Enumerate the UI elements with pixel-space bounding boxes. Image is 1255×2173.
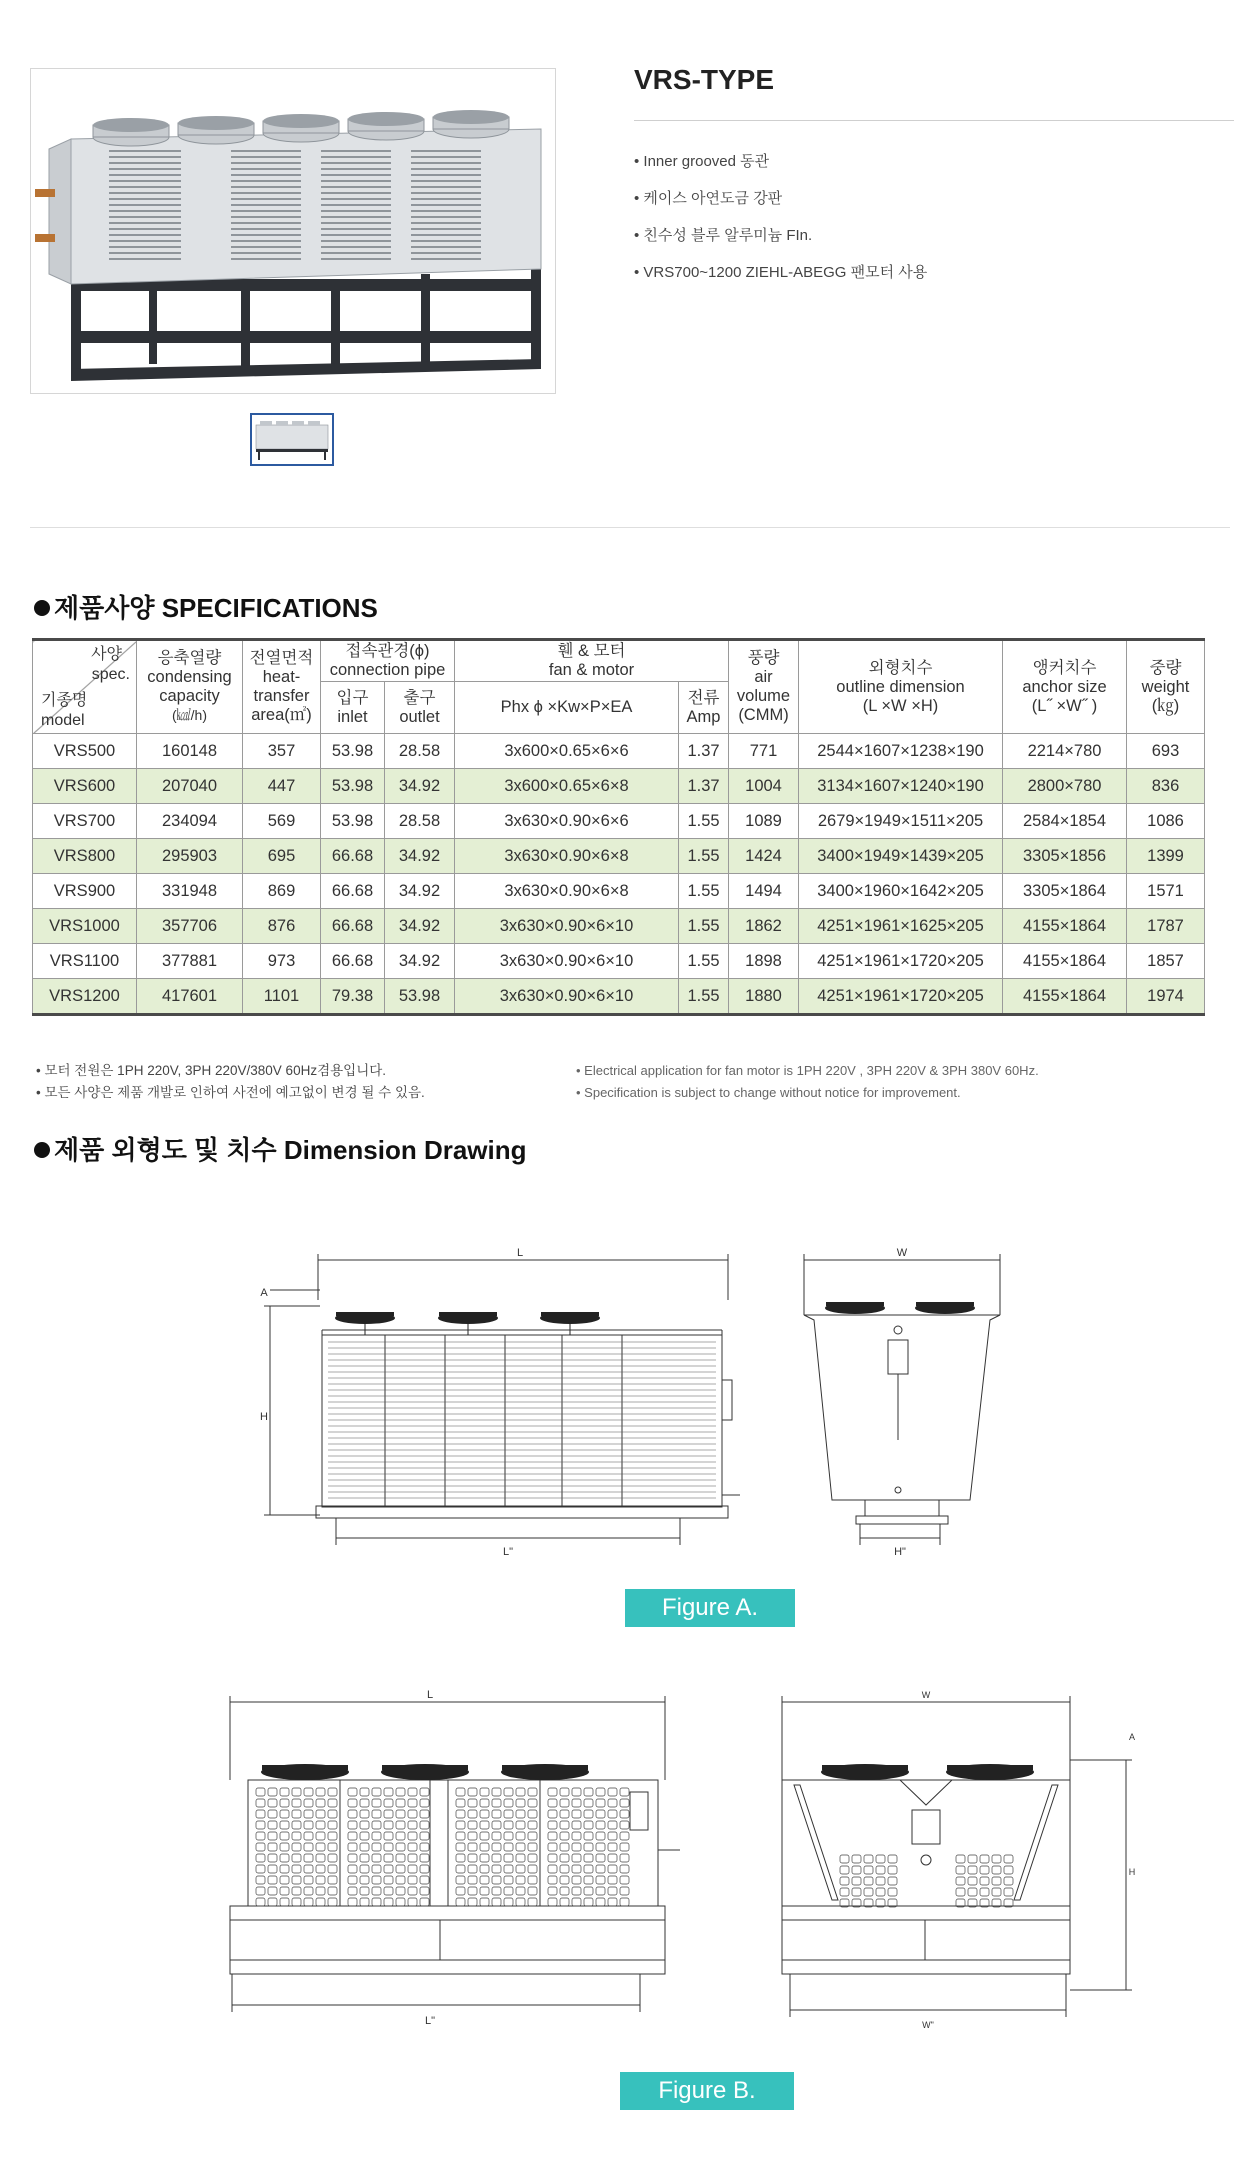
area-cell: 447 (243, 769, 321, 804)
air-volume-cell: 1004 (729, 769, 799, 804)
feature-item: • VRS700~1200 ZIEHL-ABEGG 팬모터 사용 (634, 261, 927, 298)
outlet-cell: 28.58 (385, 804, 455, 839)
area-cell: 1101 (243, 979, 321, 1015)
area-cell: 973 (243, 944, 321, 979)
inlet-cell: 66.68 (321, 944, 385, 979)
area-header (243, 640, 321, 734)
outlet-cell: 34.92 (385, 944, 455, 979)
dim-w: W (896, 1247, 908, 1259)
weight-header (1127, 640, 1205, 734)
outline-cell: 4251×1961×1625×205 (799, 909, 1003, 944)
dim-h2: H" (894, 1546, 906, 1558)
weight-cell: 1399 (1127, 839, 1205, 874)
feature-item: • 케이스 아연도금 강판 (634, 187, 927, 224)
capacity-header (137, 640, 243, 734)
amp-cell: 1.55 (679, 909, 729, 944)
dim-l: L (426, 1689, 434, 1701)
fan-kr: 휀 & 모터 (557, 642, 626, 660)
model-cell: VRS700 (33, 804, 137, 839)
outlet-cell: 34.92 (385, 769, 455, 804)
area-en1: heat- (262, 668, 301, 686)
feature-item: • Inner grooved 동관 (634, 150, 927, 187)
amp-header (679, 682, 729, 734)
air-volume-cell: 1089 (729, 804, 799, 839)
inlet-cell: 66.68 (321, 909, 385, 944)
area-cell: 695 (243, 839, 321, 874)
model-cell: VRS600 (33, 769, 137, 804)
figure-b-front-view (220, 1680, 700, 2040)
inlet-en: inlet (337, 707, 368, 726)
fan-motor-cell: 3x630×0.90×6×8 (455, 839, 679, 874)
model-cell: VRS500 (33, 734, 137, 769)
outline-cell: 4251×1961×1720×205 (799, 979, 1003, 1015)
area-cell: 869 (243, 874, 321, 909)
feature-list (634, 150, 927, 298)
weight-unit: (㎏) (1151, 696, 1180, 715)
figure-a-front-view (250, 1240, 760, 1570)
feature-item: • 친수성 블루 알루미늄 FIn. (634, 224, 927, 261)
corner-spec-en: spec. (91, 666, 130, 683)
notes-korean (36, 1060, 425, 1104)
outlet-en: outlet (399, 707, 440, 726)
table-row (33, 909, 1205, 944)
anchor-en: anchor size (1022, 677, 1107, 696)
bullet-icon (34, 600, 50, 616)
area-kr: 전열면적 (249, 649, 314, 667)
weight-cell: 1571 (1127, 874, 1205, 909)
corner-spec-kr: 사양 (91, 646, 122, 663)
outlet-cell: 34.92 (385, 909, 455, 944)
spec-table (32, 638, 1205, 1016)
product-thumbnail[interactable] (250, 413, 334, 466)
inlet-cell: 53.98 (321, 734, 385, 769)
model-cell: VRS800 (33, 839, 137, 874)
fan-motor-cell: 3x630×0.90×6×10 (455, 909, 679, 944)
section-divider (30, 527, 1230, 528)
outline-cell: 3134×1607×1240×190 (799, 769, 1003, 804)
anchor-cell: 4155×1864 (1003, 944, 1127, 979)
air-volume-cell: 1862 (729, 909, 799, 944)
inlet-cell: 53.98 (321, 769, 385, 804)
capacity-unit: (㎉/h) (172, 707, 207, 723)
dim-a: A (1128, 1732, 1136, 1742)
capacity-cell: 234094 (137, 804, 243, 839)
fan-motor-cell: 3x600×0.65×6×8 (455, 769, 679, 804)
table-row (33, 769, 1205, 804)
bullet-icon (34, 1142, 50, 1158)
outline-cell: 3400×1949×1439×205 (799, 839, 1003, 874)
fan-motor-cell: 3x630×0.90×6×10 (455, 944, 679, 979)
outline-unit: (L ×W ×H) (862, 696, 939, 715)
amp-cell: 1.55 (679, 804, 729, 839)
area-en3: area(㎡) (251, 706, 312, 724)
corner-model-en: model (41, 712, 85, 729)
dim-w: W (921, 1690, 931, 1700)
weight-cell: 836 (1127, 769, 1205, 804)
anchor-unit: (L˝ ×W˝ ) (1031, 696, 1098, 715)
capacity-en1: condensing (147, 668, 232, 686)
amp-cell: 1.55 (679, 979, 729, 1015)
area-cell: 569 (243, 804, 321, 839)
weight-kr: 중량 (1149, 658, 1182, 677)
fan-motor-cell: 3x630×0.90×6×10 (455, 979, 679, 1015)
capacity-cell: 357706 (137, 909, 243, 944)
amp-en: Amp (686, 707, 721, 726)
outlet-cell: 28.58 (385, 734, 455, 769)
outline-cell: 3400×1960×1642×205 (799, 874, 1003, 909)
air-volume-cell: 771 (729, 734, 799, 769)
air-volume-cell: 1898 (729, 944, 799, 979)
capacity-cell: 160148 (137, 734, 243, 769)
pipe-en: connection pipe (329, 661, 446, 679)
note-item: • 모든 사양은 제품 개발로 인하여 사전에 예고없이 변경 될 수 있음. (36, 1085, 425, 1100)
capacity-cell: 417601 (137, 979, 243, 1015)
area-cell: 876 (243, 909, 321, 944)
outlet-header (385, 682, 455, 734)
model-cell: VRS900 (33, 874, 137, 909)
weight-cell: 1857 (1127, 944, 1205, 979)
dim-l2: L" (424, 2015, 436, 2027)
amp-cell: 1.37 (679, 769, 729, 804)
air-volume-cell: 1494 (729, 874, 799, 909)
model-cell: VRS1100 (33, 944, 137, 979)
outline-cell: 4251×1961×1720×205 (799, 944, 1003, 979)
capacity-cell: 331948 (137, 874, 243, 909)
drawing-heading (34, 1130, 527, 1167)
pipe-kr: 접속관경(ϕ) (345, 642, 430, 660)
anchor-cell: 3305×1856 (1003, 839, 1127, 874)
figure-a-side-view (800, 1240, 1030, 1570)
anchor-cell: 2584×1854 (1003, 804, 1127, 839)
amp-cell: 1.55 (679, 839, 729, 874)
figure-a-label: Figure A. (625, 1589, 795, 1627)
air-kr: 풍량 (747, 649, 780, 667)
air-en2: volume (736, 687, 791, 705)
model-cell: VRS1000 (33, 909, 137, 944)
note-item: • Electrical application for fan motor is 1PH 220V , 3PH 220V & 3PH 380V 60Hz. (576, 1063, 1039, 1078)
inlet-cell: 79.38 (321, 979, 385, 1015)
outline-en: outline dimension (836, 677, 965, 696)
table-row (33, 839, 1205, 874)
spec-table-body (33, 734, 1205, 1015)
air-unit: (CMM) (738, 706, 789, 724)
anchor-kr: 앵커치수 (1032, 658, 1097, 677)
pipe-header (321, 640, 455, 682)
fan-motor-cell: 3x600×0.65×6×6 (455, 734, 679, 769)
dim-l2: L" (502, 1546, 514, 1558)
air-header (729, 640, 799, 734)
dim-a: A (260, 1287, 268, 1299)
note-item: • 모터 전원은 1PH 220V, 3PH 220V/380V 60Hz겸용입니다. (36, 1063, 387, 1078)
anchor-cell: 2800×780 (1003, 769, 1127, 804)
inlet-kr: 입구 (336, 688, 369, 707)
model-cell: VRS1200 (33, 979, 137, 1015)
table-row (33, 979, 1205, 1015)
dim-h: H (1128, 1867, 1136, 1877)
outline-cell: 2679×1949×1511×205 (799, 804, 1003, 839)
notes-english (576, 1060, 1039, 1104)
product-photo (30, 68, 556, 394)
outline-header (799, 640, 1003, 734)
weight-cell: 1787 (1127, 909, 1205, 944)
anchor-cell: 4155×1864 (1003, 909, 1127, 944)
table-row (33, 944, 1205, 979)
fan-en: fan & motor (548, 661, 635, 679)
inlet-header (321, 682, 385, 734)
dim-h: H (260, 1411, 268, 1423)
fan-header (455, 640, 729, 682)
fan-motor-cell: 3x630×0.90×6×6 (455, 804, 679, 839)
corner-header-cell (33, 640, 137, 734)
capacity-cell: 207040 (137, 769, 243, 804)
dim-l: L (516, 1247, 524, 1259)
outlet-kr: 출구 (403, 688, 436, 707)
note-item: • Specification is subject to change without notice for improvement. (576, 1085, 961, 1100)
table-row (33, 734, 1205, 769)
air-volume-cell: 1424 (729, 839, 799, 874)
outlet-cell: 34.92 (385, 874, 455, 909)
capacity-cell: 295903 (137, 839, 243, 874)
drawing-heading-text: 제품 외형도 및 치수 Dimension Drawing (54, 1135, 527, 1165)
spec-heading-text: 제품사양 SPECIFICATIONS (54, 593, 378, 623)
product-title: VRS-TYPE (634, 64, 775, 95)
corner-model-kr: 기종명 (41, 692, 88, 709)
weight-cell: 693 (1127, 734, 1205, 769)
title-divider (634, 120, 1234, 121)
figure-b-label: Figure B. (620, 2072, 794, 2110)
area-en2: transfer (253, 687, 310, 705)
anchor-header (1003, 640, 1127, 734)
figure-b-side-view (770, 1680, 1140, 2040)
inlet-cell: 66.68 (321, 874, 385, 909)
inlet-cell: 53.98 (321, 804, 385, 839)
anchor-cell: 4155×1864 (1003, 979, 1127, 1015)
capacity-en2: capacity (159, 687, 220, 705)
outlet-cell: 34.92 (385, 839, 455, 874)
amp-cell: 1.37 (679, 734, 729, 769)
outlet-cell: 53.98 (385, 979, 455, 1015)
capacity-cell: 377881 (137, 944, 243, 979)
area-cell: 357 (243, 734, 321, 769)
fan-formula-header: Phx ϕ ×Kw×P×EA (455, 682, 679, 734)
amp-cell: 1.55 (679, 874, 729, 909)
anchor-cell: 3305×1864 (1003, 874, 1127, 909)
spec-heading (34, 588, 378, 625)
weight-cell: 1974 (1127, 979, 1205, 1015)
air-volume-cell: 1880 (729, 979, 799, 1015)
dim-w2: W" (922, 2020, 934, 2030)
amp-cell: 1.55 (679, 944, 729, 979)
capacity-kr: 응축열량 (157, 649, 222, 667)
table-row (33, 804, 1205, 839)
air-en1: air (754, 668, 773, 686)
weight-cell: 1086 (1127, 804, 1205, 839)
amp-kr: 전류 (687, 688, 720, 707)
fan-motor-cell: 3x630×0.90×6×8 (455, 874, 679, 909)
outline-cell: 2544×1607×1238×190 (799, 734, 1003, 769)
inlet-cell: 66.68 (321, 839, 385, 874)
outline-kr: 외형치수 (868, 658, 933, 677)
anchor-cell: 2214×780 (1003, 734, 1127, 769)
table-row (33, 874, 1205, 909)
weight-en: weight (1141, 677, 1190, 696)
